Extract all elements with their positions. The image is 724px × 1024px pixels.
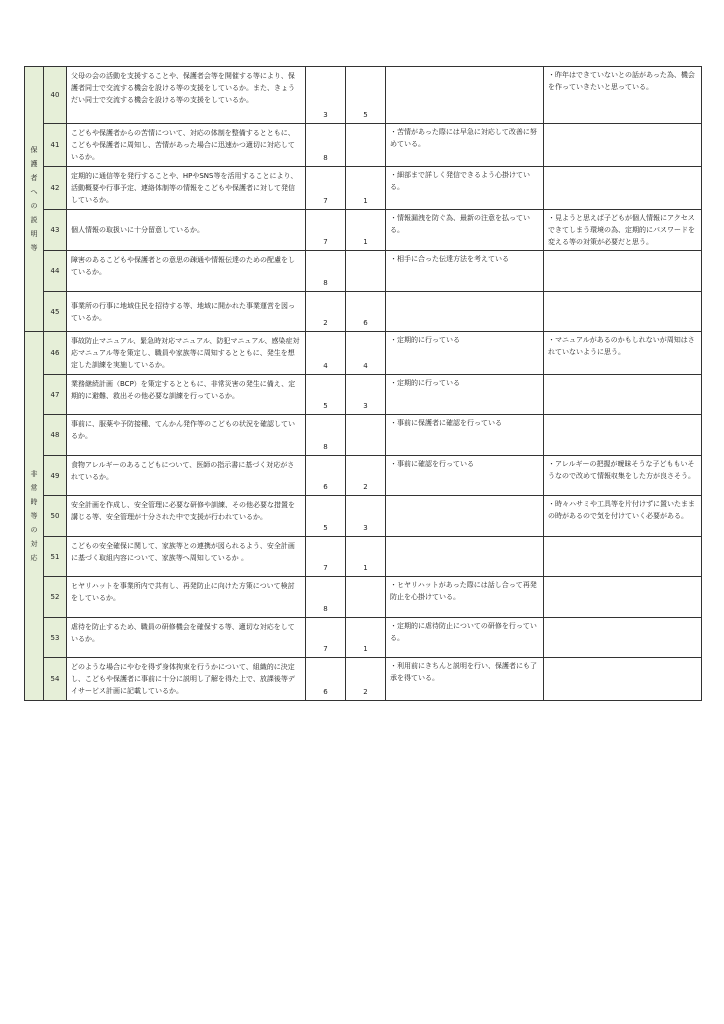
- parent-comment: [544, 415, 702, 456]
- table-row: [25, 415, 702, 456]
- parent-comment: [544, 618, 702, 658]
- table-row: [25, 332, 702, 375]
- category-cell: [25, 332, 44, 701]
- provider-reply: ・事前に確認を行っている: [386, 456, 544, 496]
- provider-reply: ・苦情があった際には早急に対応して改善に努めている。: [386, 124, 544, 167]
- item-number: 42: [44, 167, 67, 210]
- yes-count: 8: [306, 577, 346, 618]
- item-number: 43: [44, 210, 67, 251]
- provider-reply: ・情報漏洩を防ぐ為、最新の注意を払っている。: [386, 210, 544, 251]
- no-count: 3: [346, 496, 386, 537]
- no-count: 5: [346, 67, 386, 124]
- table-row: [25, 67, 702, 124]
- provider-reply: ・相手に合った伝達方法を考えている: [386, 251, 544, 292]
- category-label: 保護者への説明等: [30, 146, 38, 252]
- yes-count: 7: [306, 537, 346, 577]
- no-count: 2: [346, 658, 386, 701]
- item-number: 46: [44, 332, 67, 375]
- question-text: 食物アレルギーのあるこどもについて、医師の指示書に基づく対応がされているか。: [67, 456, 306, 496]
- item-number: 52: [44, 577, 67, 618]
- item-number: 49: [44, 456, 67, 496]
- parent-comment: [544, 537, 702, 577]
- item-number: 41: [44, 124, 67, 167]
- parent-comment: ・時々ハサミや工具等を片付けずに置いたままの時があるので気を付けていく必要がある。: [544, 496, 702, 537]
- table-row: [25, 456, 702, 496]
- no-count: 2: [346, 456, 386, 496]
- no-count: 6: [346, 292, 386, 332]
- category-cell: [25, 67, 44, 332]
- provider-reply: ・事前に保護者に確認を行っている: [386, 415, 544, 456]
- question-text: 父母の会の活動を支援することや、保護者会等を開催する等により、保護者同士で交流する機会を設ける等の支援をしているか。また、きょうだい同士で交流する機会を設ける等の支援をしているか。: [67, 67, 306, 124]
- no-count: 4: [346, 332, 386, 375]
- no-count: 1: [346, 537, 386, 577]
- yes-count: 2: [306, 292, 346, 332]
- question-text: 事故防止マニュアル、緊急時対応マニュアル、防犯マニュアル、感染症対応マニュアル等を策定し、職員や家族等に周知するとともに、発生を想定した訓練を実施しているか。: [67, 332, 306, 375]
- item-number: 44: [44, 251, 67, 292]
- table-row: [25, 167, 702, 210]
- provider-reply: [386, 67, 544, 124]
- provider-reply: ・定期的に行っている: [386, 332, 544, 375]
- parent-comment: [544, 375, 702, 415]
- table-row: [25, 496, 702, 537]
- provider-reply: [386, 537, 544, 577]
- question-text: 業務継続計画（BCP）を策定するとともに、非常災害の発生に備え、定期的に避難、救出その他必要な訓練を行っているか。: [67, 375, 306, 415]
- table-row: [25, 375, 702, 415]
- question-text: 障害のあるこどもや保護者との意思の疎通や情報伝達のための配慮をしているか。: [67, 251, 306, 292]
- parent-comment: ・マニュアルがあるのかもしれないが周知はされていないように思う。: [544, 332, 702, 375]
- yes-count: 7: [306, 167, 346, 210]
- provider-reply: ・定期的に行っている: [386, 375, 544, 415]
- parent-comment: [544, 577, 702, 618]
- provider-reply: ・利用前にきちんと説明を行い、保護者にも了承を得ている。: [386, 658, 544, 701]
- table-row: [25, 618, 702, 658]
- provider-reply: [386, 292, 544, 332]
- parent-comment: ・アレルギーの把握が曖昧そうな子どももいそうなので改めて情報収集をした方が良さそう。: [544, 456, 702, 496]
- yes-count: 6: [306, 658, 346, 701]
- evaluation-table: [24, 66, 702, 701]
- yes-count: 5: [306, 496, 346, 537]
- table-row: [25, 251, 702, 292]
- provider-reply: ・細部まで詳しく発信できるよう心掛けている。: [386, 167, 544, 210]
- no-count: 3: [346, 375, 386, 415]
- no-count: 1: [346, 167, 386, 210]
- question-text: こどもの安全確保に関して、家族等との連携が図られるよう、安全計画に基づく取組内容について、家族等へ周知しているか 。: [67, 537, 306, 577]
- no-count: [346, 577, 386, 618]
- item-number: 45: [44, 292, 67, 332]
- category-label: 非常時等の対応: [30, 470, 38, 562]
- yes-count: 7: [306, 618, 346, 658]
- no-count: [346, 124, 386, 167]
- item-number: 50: [44, 496, 67, 537]
- question-text: 事前に、服薬や予防接種、てんかん発作等のこどもの状況を確認しているか。: [67, 415, 306, 456]
- question-text: 事業所の行事に地域住民を招待する等、地域に開かれた事業運営を図っているか。: [67, 292, 306, 332]
- question-text: 定期的に通信等を発行することや、HPやSNS等を活用することにより、活動概要や行事予定、連絡体制等の情報をこどもや保護者に対して発信しているか。: [67, 167, 306, 210]
- provider-reply: [386, 496, 544, 537]
- yes-count: 8: [306, 415, 346, 456]
- yes-count: 5: [306, 375, 346, 415]
- table-row: [25, 658, 702, 701]
- parent-comment: ・昨年はできていないとの話があった為、機会を作っていきたいと思っている。: [544, 67, 702, 124]
- question-text: こどもや保護者からの苦情について、対応の体制を整備するとともに、こどもや保護者に周知し、苦情があった場合に迅速かつ適切に対応しているか。: [67, 124, 306, 167]
- parent-comment: [544, 124, 702, 167]
- table-row: [25, 124, 702, 167]
- no-count: 1: [346, 210, 386, 251]
- question-text: 個人情報の取扱いに十分留意しているか。: [67, 210, 306, 251]
- yes-count: 4: [306, 332, 346, 375]
- item-number: 54: [44, 658, 67, 701]
- question-text: どのような場合にやむを得ず身体拘束を行うかについて、組織的に決定し、こどもや保護者に事前に十分に説明し了解を得た上で、放課後等デイサービス計画に記載しているか。: [67, 658, 306, 701]
- table-row: [25, 210, 702, 251]
- question-text: ヒヤリハットを事業所内で共有し、再発防止に向けた方策について検討をしているか。: [67, 577, 306, 618]
- parent-comment: [544, 251, 702, 292]
- table-row: [25, 577, 702, 618]
- yes-count: 8: [306, 251, 346, 292]
- yes-count: 7: [306, 210, 346, 251]
- yes-count: 3: [306, 67, 346, 124]
- provider-reply: ・ヒヤリハットがあった際には話し合って再発防止を心掛けている。: [386, 577, 544, 618]
- item-number: 40: [44, 67, 67, 124]
- parent-comment: ・見ようと思えば子どもが個人情報にアクセスできてしまう環境の為、定期的にパスワードを変える等の対策が必要だと思う。: [544, 210, 702, 251]
- item-number: 48: [44, 415, 67, 456]
- parent-comment: [544, 292, 702, 332]
- question-text: 虐待を防止するため、職員の研修機会を確保する等、適切な対応をしているか。: [67, 618, 306, 658]
- no-count: [346, 415, 386, 456]
- parent-comment: [544, 167, 702, 210]
- table-row: [25, 292, 702, 332]
- no-count: [346, 251, 386, 292]
- question-text: 安全計画を作成し、安全管理に必要な研修や訓練、その他必要な措置を講じる等、安全管理が十分された中で支援が行われているか。: [67, 496, 306, 537]
- parent-comment: [544, 658, 702, 701]
- provider-reply: ・定期的に虐待防止についての研修を行っている。: [386, 618, 544, 658]
- no-count: 1: [346, 618, 386, 658]
- item-number: 51: [44, 537, 67, 577]
- item-number: 53: [44, 618, 67, 658]
- yes-count: 6: [306, 456, 346, 496]
- table-row: [25, 537, 702, 577]
- yes-count: 8: [306, 124, 346, 167]
- item-number: 47: [44, 375, 67, 415]
